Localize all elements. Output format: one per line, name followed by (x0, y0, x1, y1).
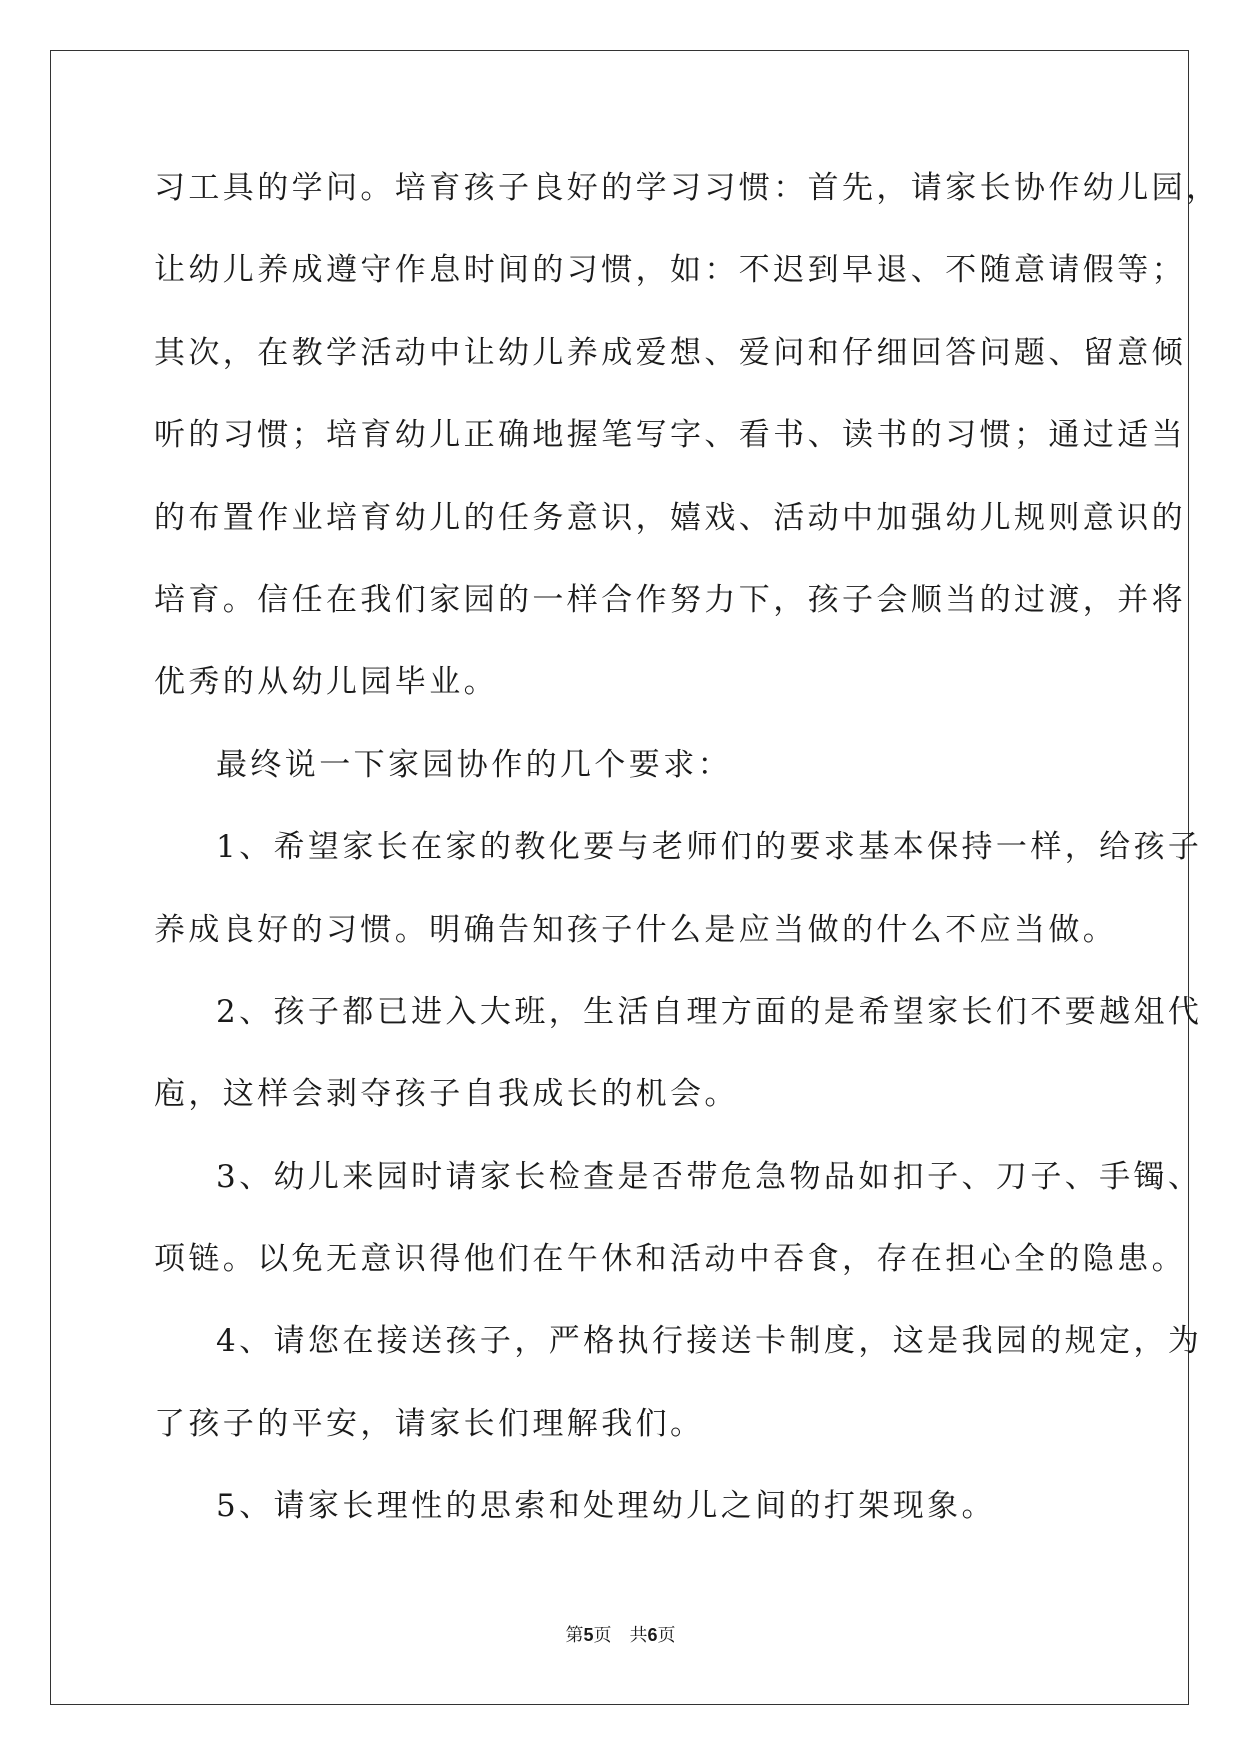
page-current-number: 5 (583, 1625, 594, 1645)
text-line: 听的习惯；培育幼儿正确地握笔写字、看书、读书的习惯；通过适当 (154, 417, 1186, 454)
document-body (154, 163, 1221, 1564)
page-label-prefix: 第 (565, 1625, 584, 1646)
text-line: 培育。信任在我们家园的一样合作努力下，孩子会顺当的过渡，并将 (154, 581, 1186, 618)
section-heading: 最终说一下家园协作的几个要求： (216, 746, 732, 783)
page-label-suffix: 页 (657, 1625, 676, 1646)
text-line: 其次，在教学活动中让幼儿养成爱想、爱问和仔细回答问题、留意倾 (154, 334, 1186, 371)
text-line: 的布置作业培育幼儿的任务意识，嬉戏、活动中加强幼儿规则意识的 (154, 499, 1186, 536)
list-item-2-line-1: 2、孩子都已进入大班，生活自理方面的是希望家长们不要越俎代 (216, 993, 1203, 1030)
text-line: 优秀的从幼儿园毕业。 (154, 664, 498, 701)
list-item-5-line-1: 5、请家长理性的思索和处理幼儿之间的打架现象。 (216, 1488, 996, 1525)
list-item-1-line-2: 养成良好的习惯。明确告知孩子什么是应当做的什么不应当做。 (154, 911, 1118, 948)
page-total-number: 6 (647, 1625, 658, 1645)
list-item-4-line-1: 4、请您在接送孩子，严格执行接送卡制度，这是我园的规定，为 (216, 1323, 1203, 1360)
list-item-2-line-2: 庖，这样会剥夺孩子自我成长的机会。 (154, 1076, 739, 1113)
page-label-mid: 页 共 (593, 1625, 648, 1646)
list-item-3-line-2: 项链。以免无意识得他们在午休和活动中吞食，存在担心全的隐患。 (154, 1241, 1186, 1278)
text-line: 让幼儿养成遵守作息时间的习惯，如：不迟到早退、不随意请假等； (154, 252, 1186, 289)
page-footer (0, 1623, 1241, 1648)
list-item-1-line-1: 1、希望家长在家的教化要与老师们的要求基本保持一样，给孩子 (216, 829, 1203, 866)
list-item-3-line-1: 3、幼儿来园时请家长检查是否带危急物品如扣子、刀子、手镯、 (216, 1158, 1203, 1195)
list-item-4-line-2: 了孩子的平安，请家长们理解我们。 (154, 1405, 705, 1442)
text-line: 习工具的学问。培育孩子良好的学习习惯：首先，请家长协作幼儿园， (154, 170, 1221, 206)
